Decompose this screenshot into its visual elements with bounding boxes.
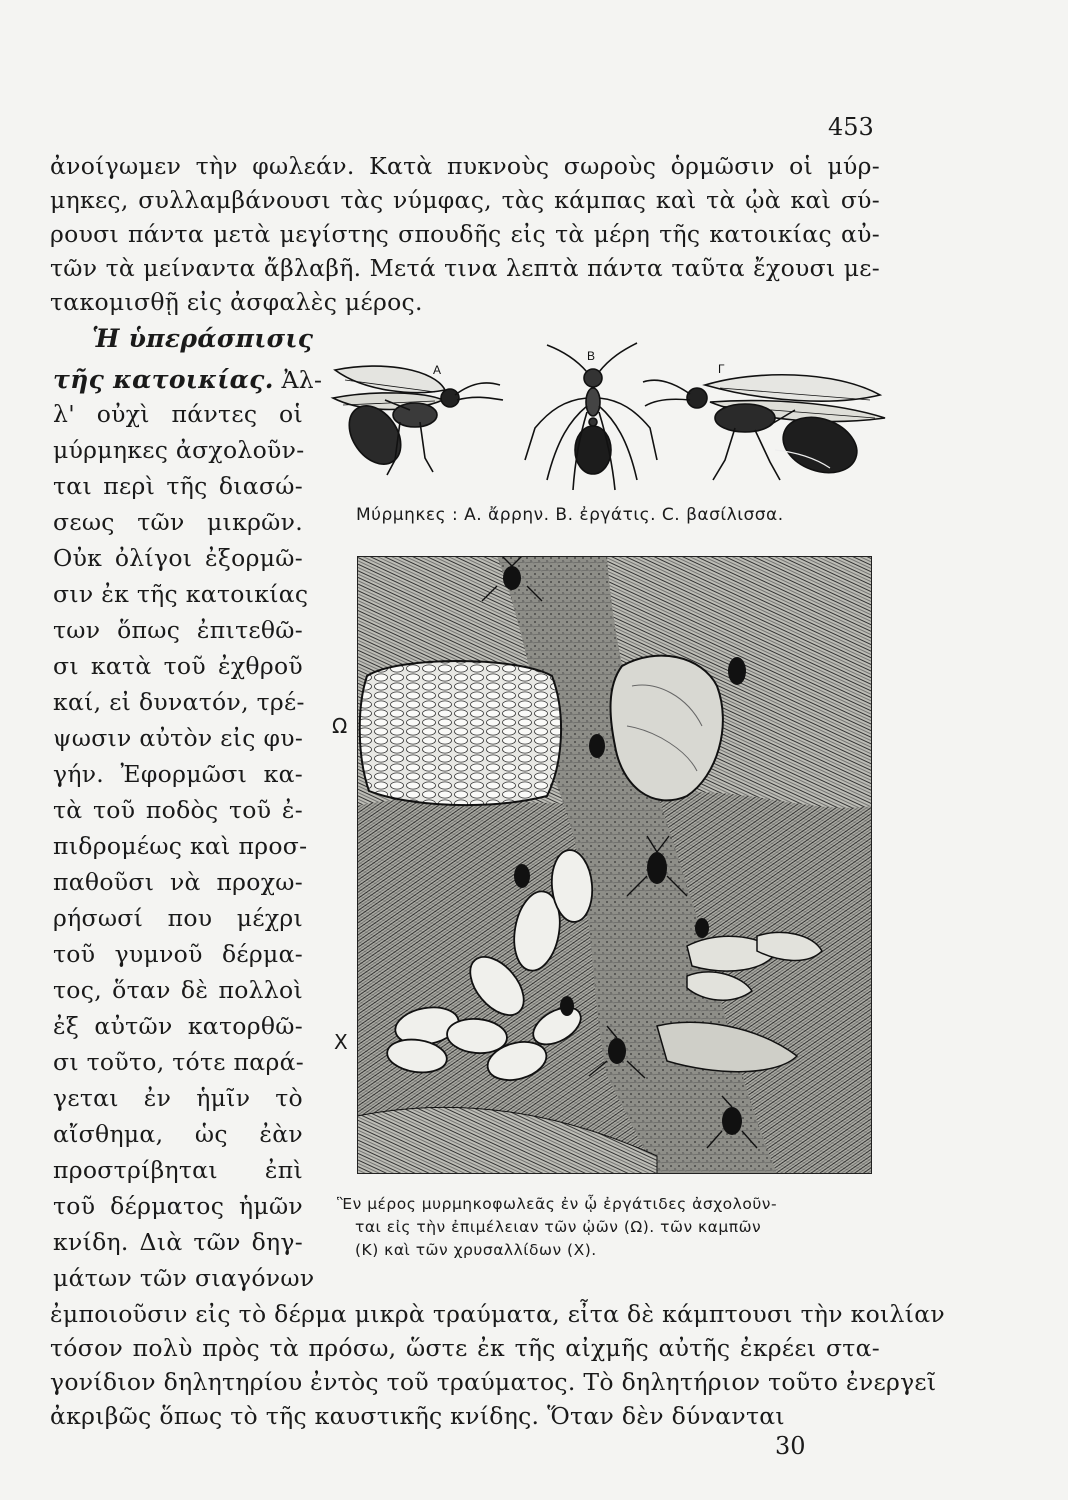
column-line: των ὅπως ἐπιτεθῶ-	[53, 616, 303, 644]
section-heading-italic: τῆς κατοικίας.	[53, 365, 274, 394]
signature-number: 30	[775, 1432, 806, 1460]
nest-illustration	[357, 556, 872, 1174]
column-line: σεως τῶν μικρῶν.	[53, 508, 303, 536]
figure-nest	[357, 556, 872, 1174]
column-line: τοῦ δέρματος ἡμῶν	[53, 1192, 303, 1220]
column-line: ται περὶ τῆς διασώ-	[53, 472, 303, 500]
intro-line-5: τακομισθῇ εἰς ἀσφαλὲς μέρος.	[50, 288, 423, 316]
intro-line-2: μηκες, συλλαμβάνουσι τὰς νύμφας, τὰς κάμπας καὶ τὰ ᾠὰ καὶ σύ-	[50, 186, 880, 214]
column-line: πιδρομέως καὶ προσ-	[53, 832, 308, 860]
column-line: καί, εἰ δυνατόν, τρέ-	[53, 688, 305, 716]
column-line: αἴσθημα, ὡς ἐὰν	[53, 1120, 303, 1148]
section-heading: Ἡ ὑπεράσπισις	[92, 324, 314, 353]
ant-label-g: Γ	[718, 362, 725, 376]
figure2-caption-line-3: (Κ) καὶ τῶν χρυσαλλίδων (Χ).	[355, 1241, 597, 1259]
label-omega: Ω	[332, 714, 348, 738]
column-line: ψωσιν αὐτὸν εἰς φυ-	[53, 724, 304, 752]
column-line: τὰ τοῦ ποδὸς τοῦ ἐ-	[53, 796, 303, 824]
queen-ant-drawing	[643, 375, 885, 483]
column-line: γήν. Ἐφορμῶσι κα-	[53, 760, 303, 788]
figure2-caption-line-2: ται εἰς τὴν ἐπιμέλειαν τῶν ᾠῶν (Ω). τῶν καμπῶν	[355, 1218, 762, 1236]
worker-ant-drawing	[525, 343, 657, 490]
column-line: παθοῦσι νὰ προχω-	[53, 868, 303, 896]
intro-line-3: ρουσι πάντα μετὰ μεγίστης σπουδῆς εἰς τὰ μέρη τῆς κατοικίας αὐ-	[50, 220, 880, 248]
figure-ants	[325, 340, 890, 500]
label-x: X	[334, 1030, 348, 1054]
column-line: γεται ἐν ἡμῖν τὸ	[53, 1084, 303, 1112]
section-heading-rest: Ἀλ-	[281, 366, 323, 394]
column-line: Οὐκ ὀλίγοι ἐξορμῶ-	[53, 544, 303, 572]
ant-label-b: B	[587, 349, 596, 363]
column-line: μάτων τῶν σιαγόνων	[53, 1264, 315, 1292]
ants-illustration	[325, 340, 890, 500]
intro-line-1: ἀνοίγωμεν τὴν φωλεάν. Κατὰ πυκνοὺς σωροὺς ὁρμῶσιν οἱ μύρ-	[50, 152, 880, 180]
column-line: ρήσωσί που μέχρι	[53, 904, 303, 932]
figure1-caption: Μύρμηκες : Α. ἄρρην. Β. ἐργάτις. C. βασίλισσα.	[356, 505, 784, 525]
intro-line-4: τῶν τὰ μείναντα ἄβλαβῆ. Μετά τινα λεπτὰ πάντα ταῦτα ἔχουσι με-	[50, 254, 880, 282]
closing-line-1: ἐμποιοῦσιν εἰς τὸ δέρμα μικρὰ τραύματα, εἶτα δὲ κάμπτουσι τὴν κοιλίαν	[50, 1300, 946, 1328]
male-ant-drawing	[333, 366, 503, 475]
column-line: ἐξ αὐτῶν κατορθῶ-	[53, 1012, 303, 1040]
closing-line-3: γονίδιον δηλητηρίου ἐντὸς τοῦ τραύματος. Τὸ δηλητήριον τοῦτο ἐνεργεῖ	[50, 1368, 937, 1396]
column-line: μύρμηκες ἀσχολοῦν-	[53, 436, 305, 464]
column-line: σι κατὰ τοῦ ἐχθροῦ	[53, 652, 303, 680]
column-line: προστρίβηται ἐπὶ	[53, 1156, 303, 1184]
column-line: λ' οὐχὶ πάντες οἱ	[53, 400, 303, 428]
section-heading-line-2	[53, 364, 323, 395]
closing-line-2: τόσον πολὺ πρὸς τὰ πρόσω, ὥστε ἐκ τῆς αἰχμῆς αὐτῆς ἐκρέει στα-	[50, 1334, 880, 1362]
closing-line-4: ἀκριβῶς ὅπως τὸ τῆς καυστικῆς κνίδης. Ὅταν δὲν δύνανται	[50, 1402, 785, 1430]
column-line: σιν ἐκ τῆς κατοικίας	[53, 580, 309, 608]
figure2-caption-line-1: Ἓν μέρος μυρμηκοφωλεᾶς ἐν ᾧ ἐργάτιδες ἀσχολοῦν-	[337, 1195, 778, 1213]
page-number: 453	[828, 113, 874, 141]
ant-label-a: A	[433, 363, 442, 377]
column-line: σι τοῦτο, τότε παρά-	[53, 1048, 304, 1076]
column-line: κνίδη. Διὰ τῶν δηγ-	[53, 1228, 303, 1256]
column-line: τος, ὅταν δὲ πολλοὶ	[53, 976, 303, 1004]
column-line: τοῦ γυμνοῦ δέρμα-	[53, 940, 303, 968]
